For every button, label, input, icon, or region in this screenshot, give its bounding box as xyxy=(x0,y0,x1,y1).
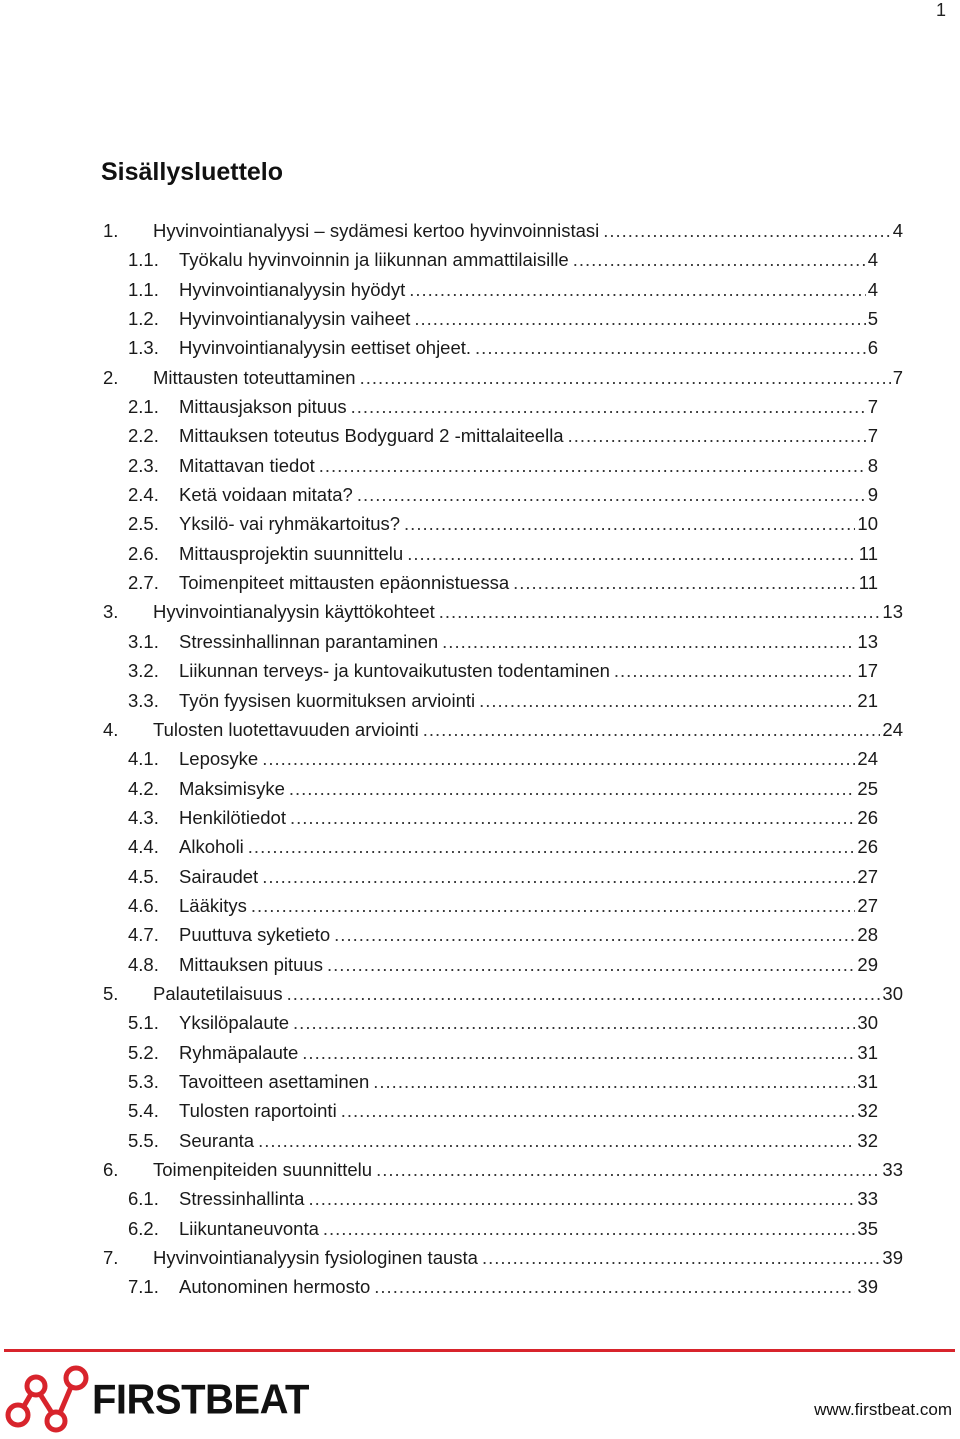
toc-entry-page: 30 xyxy=(882,982,903,1004)
toc-entry[interactable] xyxy=(0,275,878,304)
toc-entry-page: 31 xyxy=(857,1041,878,1063)
toc-entry-page: 31 xyxy=(857,1070,878,1092)
toc-entry[interactable] xyxy=(0,363,903,392)
toc-entry-page: 7 xyxy=(867,425,878,447)
table-of-contents xyxy=(0,216,960,1302)
toc-entry[interactable] xyxy=(0,1008,878,1037)
toc-entry-page: 24 xyxy=(857,748,878,770)
toc-entry-page: 29 xyxy=(857,953,878,975)
toc-entry-number: 4.6. xyxy=(128,894,159,916)
toc-entry[interactable] xyxy=(0,920,878,949)
toc-entry[interactable] xyxy=(0,392,878,421)
toc-entry-title: Yksilö- vai ryhmäkartoitus? xyxy=(179,513,401,535)
toc-entry-page: 27 xyxy=(857,894,878,916)
toc-entry-page: 11 xyxy=(858,572,878,594)
toc-entry-number: 4.3. xyxy=(128,806,159,828)
toc-entry[interactable] xyxy=(0,1243,903,1272)
toc-entry-page: 30 xyxy=(857,1012,878,1034)
toc-entry-title: Ketä voidaan mitata? xyxy=(179,484,353,506)
toc-entry-number: 6.1. xyxy=(128,1188,159,1210)
toc-entry-page: 32 xyxy=(857,1100,878,1122)
toc-entry-title: Liikunnan terveys- ja kuntovaikutusten todentaminen xyxy=(179,660,610,682)
toc-dot-leader xyxy=(603,216,890,245)
toc-entry-page: 7 xyxy=(892,366,903,388)
toc-entry-page: 26 xyxy=(857,836,878,858)
toc-entry-page: 10 xyxy=(857,513,878,535)
toc-entry-page: 11 xyxy=(858,542,878,564)
toc-entry[interactable] xyxy=(0,744,878,773)
toc-dot-leader xyxy=(414,304,865,333)
toc-entry-number: 5.3. xyxy=(128,1070,159,1092)
toc-entry-title: Seuranta xyxy=(179,1129,255,1151)
toc-dot-leader xyxy=(423,715,881,744)
toc-entry-page: 26 xyxy=(857,806,878,828)
toc-entry[interactable] xyxy=(0,832,878,861)
toc-dot-leader xyxy=(302,1038,855,1067)
toc-entry-title: Hyvinvointianalyysin hyödyt xyxy=(179,278,406,300)
toc-entry-title: Leposyke xyxy=(179,748,259,770)
toc-entry-number: 4.7. xyxy=(128,924,159,946)
toc-entry-number: 3.3. xyxy=(128,689,159,711)
toc-entry[interactable] xyxy=(0,568,878,597)
toc-entry-title: Mittausjakson pituus xyxy=(179,396,347,418)
toc-entry[interactable] xyxy=(0,656,878,685)
toc-dot-leader xyxy=(262,744,855,773)
toc-entry-number: 4.5. xyxy=(128,865,159,887)
toc-entry-page: 35 xyxy=(857,1217,878,1239)
toc-entry-number: 5.4. xyxy=(128,1100,159,1122)
toc-entry-number: 2.7. xyxy=(128,572,159,594)
toc-dot-leader xyxy=(614,656,856,685)
toc-dot-leader xyxy=(258,1126,855,1155)
toc-entry-title: Mitattavan tiedot xyxy=(179,454,315,476)
toc-entry-page: 13 xyxy=(882,601,903,623)
website-link[interactable]: www.firstbeat.com xyxy=(814,1400,952,1419)
toc-dot-leader xyxy=(293,1008,855,1037)
toc-entry-page: 4 xyxy=(892,220,903,241)
toc-entry[interactable] xyxy=(0,979,903,1008)
toc-dot-leader xyxy=(262,862,855,891)
toc-entry[interactable] xyxy=(0,1214,878,1243)
toc-entry[interactable] xyxy=(0,715,903,744)
toc-entry[interactable] xyxy=(0,803,878,832)
toc-dot-leader xyxy=(319,451,866,480)
toc-dot-leader xyxy=(573,245,866,274)
toc-dot-leader xyxy=(404,509,855,538)
toc-entry-number: 2.6. xyxy=(128,542,159,564)
toc-entry-page: 27 xyxy=(857,865,878,887)
toc-entry-number: 3. xyxy=(103,601,119,623)
toc-entry-number: 2.4. xyxy=(128,484,159,506)
footer-divider xyxy=(4,1349,955,1352)
toc-entry-page: 39 xyxy=(882,1247,903,1269)
toc-entry-title: Palautetilaisuus xyxy=(153,982,283,1004)
toc-dot-leader xyxy=(360,363,891,392)
toc-title: Sisällysluettelo xyxy=(101,158,284,186)
firstbeat-circles-logo-icon xyxy=(4,1364,90,1436)
toc-entry-page: 6 xyxy=(867,337,878,359)
toc-entry[interactable] xyxy=(0,1096,878,1125)
toc-entry-title: Henkilötiedot xyxy=(179,806,286,828)
toc-dot-leader xyxy=(334,920,855,949)
toc-entry-page: 9 xyxy=(867,484,878,506)
toc-entry[interactable] xyxy=(0,304,878,333)
toc-entry-page: 32 xyxy=(857,1129,878,1151)
toc-entry[interactable] xyxy=(0,1184,878,1213)
toc-entry[interactable] xyxy=(0,1155,903,1184)
toc-dot-leader xyxy=(327,950,855,979)
toc-entry-title: Liikuntaneuvonta xyxy=(179,1217,319,1239)
toc-entry[interactable] xyxy=(0,421,878,450)
toc-entry[interactable] xyxy=(0,451,878,480)
toc-entry-title: Hyvinvointianalyysin eettiset ohjeet. xyxy=(179,337,472,359)
toc-dot-leader xyxy=(248,832,856,861)
toc-entry-number: 7.1. xyxy=(128,1276,159,1298)
toc-dot-leader xyxy=(289,774,856,803)
toc-entry-title: Yksilöpalaute xyxy=(179,1012,290,1034)
toc-entry-title: Puuttuva syketieto xyxy=(179,924,331,946)
toc-entry[interactable] xyxy=(0,627,878,656)
toc-entry-page: 7 xyxy=(867,396,878,418)
toc-entry-number: 1. xyxy=(103,220,119,241)
toc-dot-leader xyxy=(341,1096,856,1125)
toc-entry-title: Hyvinvointianalyysin fysiologinen tausta xyxy=(153,1247,478,1269)
toc-entry-page: 4 xyxy=(867,278,878,300)
toc-entry-title: Hyvinvointianalyysin käyttökohteet xyxy=(153,601,435,623)
toc-entry-number: 2. xyxy=(103,366,119,388)
toc-entry-number: 2.3. xyxy=(128,454,159,476)
toc-entry-page: 33 xyxy=(882,1159,903,1180)
toc-dot-leader xyxy=(357,480,866,509)
toc-entry-number: 4.8. xyxy=(128,953,159,975)
toc-entry-page: 25 xyxy=(857,777,878,799)
page-number: 1 xyxy=(935,0,946,20)
toc-dot-leader xyxy=(513,568,857,597)
toc-dot-leader xyxy=(374,1272,855,1301)
toc-entry[interactable] xyxy=(0,1038,878,1067)
toc-entry-title: Mittausten toteuttaminen xyxy=(153,366,356,388)
toc-entry-number: 6.2. xyxy=(128,1217,159,1239)
toc-entry-title: Toimenpiteet mittausten epäonnistuessa xyxy=(179,572,510,594)
toc-entry[interactable] xyxy=(0,245,878,274)
toc-entry-number: 4. xyxy=(103,718,119,740)
toc-entry-title: Hyvinvointianalyysin vaiheet xyxy=(179,308,411,330)
toc-dot-leader xyxy=(475,333,866,362)
firstbeat-logo xyxy=(4,1364,309,1436)
toc-entry-number: 4.2. xyxy=(128,777,159,799)
toc-entry[interactable] xyxy=(0,1126,878,1155)
toc-dot-leader xyxy=(287,979,881,1008)
toc-entry[interactable] xyxy=(0,862,878,891)
toc-entry-page: 17 xyxy=(857,660,878,682)
toc-entry-page: 13 xyxy=(857,630,878,652)
toc-entry-number: 3.2. xyxy=(128,660,159,682)
toc-entry-number: 1.2. xyxy=(128,308,159,330)
toc-entry-number: 5. xyxy=(103,982,119,1004)
toc-dot-leader xyxy=(308,1184,855,1213)
toc-entry[interactable] xyxy=(0,686,878,715)
toc-entry[interactable] xyxy=(0,509,878,538)
toc-entry-number: 5.2. xyxy=(128,1041,159,1063)
toc-entry-page: 39 xyxy=(857,1276,878,1298)
toc-entry-page: 8 xyxy=(867,454,878,476)
toc-entry-title: Toimenpiteiden suunnittelu xyxy=(153,1159,373,1180)
toc-entry[interactable] xyxy=(0,1067,878,1096)
toc-entry-title: Tavoitteen asettaminen xyxy=(179,1070,370,1092)
toc-entry-title: Hyvinvointianalyysi – sydämesi kertoo hyvinvoinnistasi xyxy=(153,220,600,241)
toc-entry[interactable] xyxy=(0,216,903,245)
toc-entry-number: 4.4. xyxy=(128,836,159,858)
toc-dot-leader xyxy=(409,275,865,304)
toc-entry-title: Tulosten luotettavuuden arviointi xyxy=(153,718,419,740)
toc-dot-leader xyxy=(323,1214,856,1243)
toc-dot-leader xyxy=(568,421,866,450)
toc-dot-leader xyxy=(290,803,855,832)
toc-entry-title: Autonominen hermosto xyxy=(179,1276,371,1298)
toc-dot-leader xyxy=(482,1243,880,1272)
toc-entry[interactable] xyxy=(0,774,878,803)
toc-dot-leader xyxy=(439,597,881,626)
toc-entry-title: Mittauksen toteutus Bodyguard 2 -mittalaiteella xyxy=(179,425,564,447)
toc-entry-title: Stressinhallinta xyxy=(179,1188,305,1210)
toc-entry-number: 2.5. xyxy=(128,513,159,535)
toc-entry-title: Mittausprojektin suunnittelu xyxy=(179,542,404,564)
brand-name: FIRSTBEAT xyxy=(92,1376,309,1423)
toc-entry[interactable] xyxy=(0,597,903,626)
toc-entry-number: 5.5. xyxy=(128,1129,159,1151)
toc-entry-page: 21 xyxy=(857,689,878,711)
toc-entry-number: 6. xyxy=(103,1159,119,1180)
toc-entry-number: 2.1. xyxy=(128,396,159,418)
toc-entry-page: 4 xyxy=(867,249,878,271)
toc-entry-title: Ryhmäpalaute xyxy=(179,1041,299,1063)
toc-dot-leader xyxy=(376,1155,880,1184)
toc-entry-page: 24 xyxy=(882,718,903,740)
toc-entry-title: Tulosten raportointi xyxy=(179,1100,337,1122)
toc-entry[interactable] xyxy=(0,891,878,920)
toc-dot-leader xyxy=(479,686,855,715)
toc-dot-leader xyxy=(373,1067,855,1096)
toc-entry[interactable] xyxy=(0,539,878,568)
toc-entry-title: Maksimisyke xyxy=(179,777,285,799)
toc-entry-number: 3.1. xyxy=(128,630,159,652)
toc-entry-title: Työkalu hyvinvoinnin ja liikunnan ammattilaisille xyxy=(179,249,569,271)
toc-dot-leader xyxy=(251,891,856,920)
toc-entry-title: Sairaudet xyxy=(179,865,259,887)
toc-entry-number: 4.1. xyxy=(128,748,159,770)
toc-entry-page: 5 xyxy=(867,308,878,330)
toc-entry-page: 28 xyxy=(857,924,878,946)
toc-dot-leader xyxy=(442,627,855,656)
toc-entry-number: 1.1. xyxy=(128,249,159,271)
toc-entry-title: Mittauksen pituus xyxy=(179,953,323,975)
toc-entry-number: 5.1. xyxy=(128,1012,159,1034)
toc-dot-leader xyxy=(407,539,857,568)
toc-entry[interactable] xyxy=(0,480,878,509)
toc-entry-page: 33 xyxy=(857,1188,878,1210)
toc-entry-title: Lääkitys xyxy=(179,894,247,916)
toc-entry-number: 1.1. xyxy=(128,278,159,300)
toc-dot-leader xyxy=(351,392,866,421)
toc-entry-number: 2.2. xyxy=(128,425,159,447)
toc-entry[interactable] xyxy=(0,950,878,979)
toc-entry[interactable] xyxy=(0,1272,878,1301)
toc-entry-title: Työn fyysisen kuormituksen arviointi xyxy=(179,689,476,711)
toc-entry-number: 7. xyxy=(103,1247,119,1269)
toc-entry-number: 1.3. xyxy=(128,337,159,359)
toc-entry[interactable] xyxy=(0,333,878,362)
toc-entry-title: Alkoholi xyxy=(179,836,244,858)
toc-entry-title: Stressinhallinnan parantaminen xyxy=(179,630,439,652)
